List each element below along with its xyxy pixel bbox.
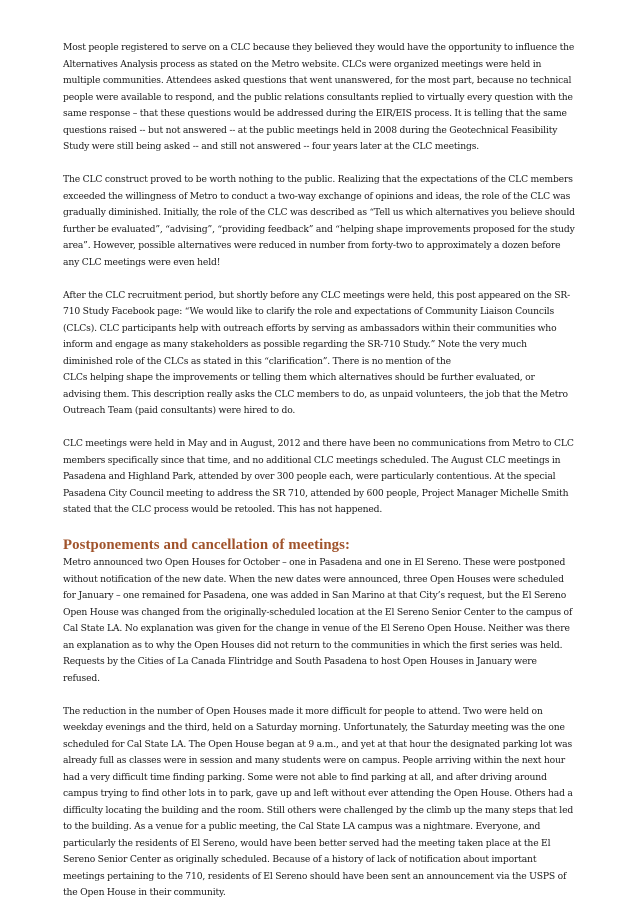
paragraph-open-houses-announced: Metro announced two Open Houses for October – one in Pasadena and one in El Sereno. These were postponed without notification of the new date. When the new dates were announced, three Open Houses were scheduled for January – one remained for Pasadena, one was added in San Marino at that City’s request, but the El Sereno Open House was changed from the originally-scheduled location at the El Sereno Senior Center to the campus of Cal State LA. No explanation was given for the change in venue of the El Sereno Open House. Neither was there an explanation as to why the Open Houses did not return to the communities in which the first series was held. Requests by the Cities of La Canada Flintridge and South Pasadena to host Open Houses in January were refused. — [63, 557, 573, 684]
paragraph-spacer — [63, 156, 575, 173]
paragraph-clc-registration: Most people registered to serve on a CLC because they believed they would have the opportunity to influence the Alternatives Analysis process as stated on the Metro website. CLCs were organized meetings were held in multiple communities. Attendees asked questions that went unanswered, for the most part, because no technical people were available to respond, and the public relations consultants replied to virtually every question with the same response – that these questions would be addressed during the EIR/EIS process. It is telling that the same questions raised -- but not answered -- at the public meetings held in 2008 during the Geotechnical Feasibility Study were still being asked -- and still not answered -- four years later at the CLC meetings. — [63, 42, 575, 152]
paragraph-clc-construct: The CLC construct proved to be worth nothing to the public. Realizing that the expectations of the CLC members exceeded the willingness of Metro to conduct a two-way exchange of opinions and ideas, the role of the CLC was gradually diminished. Initially, the role of the CLC was described as “Tell us which alternatives you believe should further be evaluated”, “advising”, “providing feedback” and “helping shape improvements proposed for the study area”. However, possible alternatives were reduced in number from forty-two to approximately a dozen before any CLC meetings were even held! — [63, 174, 575, 268]
section-heading-postponements: Postponements and cancellation of meetings: — [63, 537, 351, 553]
paragraph-spacer — [63, 687, 575, 704]
paragraph-facebook-post-continued: CLCs helping shape the improvements or telling them which alternatives should be further evaluated, or advising them. This description really asks the CLC members to do, as unpaid volunteers, the job that the Metro Outreach Team (paid consultants) were hired to do. — [63, 372, 568, 416]
paragraph-facebook-post: After the CLC recruitment period, but shortly before any CLC meetings were held, this post appeared on the SR-710 Study Facebook page: “We would like to clarify the role and expectations of Community Liaison Councils (CLCs). CLC participants help with outreach efforts by serving as ambassadors within their communities who inform and engage as many stakeholders as possible regarding the SR-710 Study.” Note the very much diminished role of the CLCs as stated in this “clarification”. There is no mention of the — [63, 289, 571, 367]
paragraph-clc-meetings: CLC meetings were held in May and in August, 2012 and there have been no communications from Metro to CLC members specifically since that time, and no additional CLC meetings scheduled. The August CLC meetings in Pasadena and Highland Park, attended by over 300 people each, were particularly contentious. At the special Pasadena City Council meeting to address the SR 710, attended by 600 people, Project Manager Michelle Smith stated that the CLC process would be retooled. This has not happened. — [63, 438, 574, 515]
document-page — [63, 40, 575, 902]
paragraph-spacer — [63, 420, 575, 437]
paragraph-open-houses-reduction: The reduction in the number of Open Houses made it more difficult for people to attend. Two were held on weekday evenings and the third, held on a Saturday morning. Unfortunately, the Saturday meeting was the one scheduled for Cal State LA. The Open House began at 9 a.m., and yet at that hour the designated parking lot was already full as classes were in session and many students were on campus. People arriving within the next hour had a very difficult time finding parking. Some were not able to find parking at all, and after driving around campus trying to find other lots in to park, gave up and left without ever attending the Open House. Others had a difficulty locating the building and the room. Still others were challenged by the climb up the many steps that led to the building. As a venue for a public meeting, the Cal State LA campus was a nightmare. Everyone, and particularly the residents of El Sereno, would have been better served had the meeting taken place at the El Sereno Senior Center as originally scheduled. Because of a history of lack of notification about important meetings pertaining to the 710, residents of El Sereno should have been sent an announcement via the USPS of the Open House in their community. — [63, 705, 574, 898]
paragraph-spacer — [63, 271, 575, 288]
paragraph-spacer — [63, 519, 575, 536]
